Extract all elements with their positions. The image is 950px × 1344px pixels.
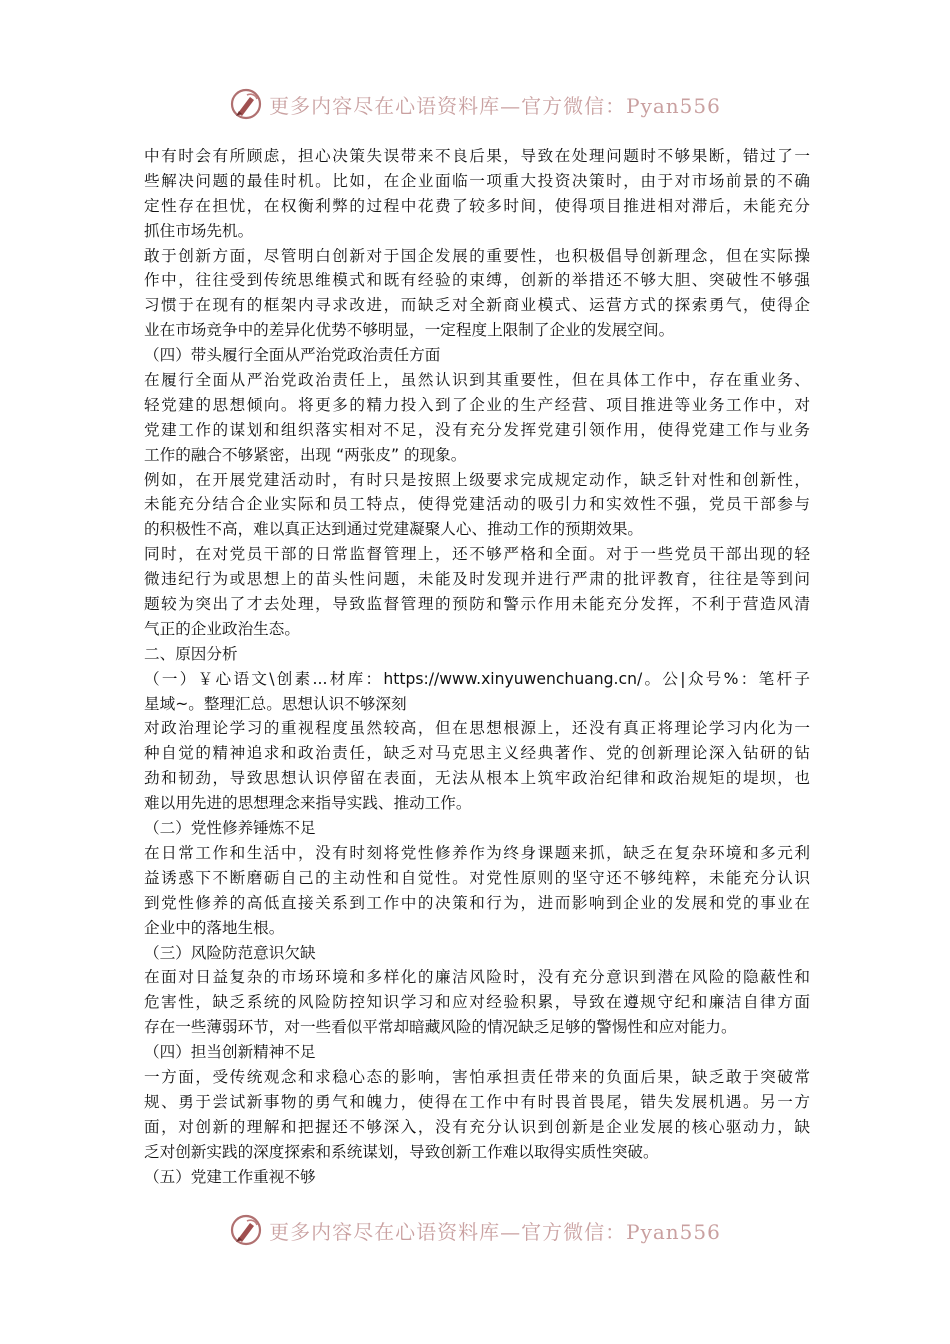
text-line: 气正的企业政治生态。 [144, 619, 300, 638]
text-line: 劲和韧劲，导致思想认识停留在表面，无法从根本上筑牢政治纪律和政治规矩的堤坝，也 [144, 769, 810, 788]
text-line: 例如，在开展党建活动时，有时只是按照上级要求完成规定动作，缺乏针对性和创新性， [144, 470, 810, 489]
text-line: 到党性修养的高低直接关系到工作中的决策和行为，进而影响到企业的发展和党的事业在 [144, 893, 810, 912]
section-heading: （五）党建工作重视不够 [144, 1167, 316, 1186]
text-line: 作中，往往受到传统思维模式和既有经验的束缚，创新的举措还不够大胆、突破性不够强 [144, 271, 810, 290]
section-heading: （四）担当创新精神不足 [144, 1043, 316, 1062]
text-line: 中有时会有所顾虑，担心决策失误带来不良后果，导致在处理问题时不够果断，错过了一 [144, 147, 810, 165]
text-line: 些解决问题的最佳时机。比如，在企业面临一项重大投资决策时，由于对市场前景的不确 [144, 171, 810, 190]
text-line: 乏对创新实践的深度探索和系统谋划，导致创新工作难以取得实质性突破。 [144, 1142, 659, 1161]
text-line: 的积极性不高，难以真正达到通过党建凝聚人心、推动工作的预期效果。 [144, 520, 644, 539]
text-line: 难以用先进的思想理念来指导实践、推动工作。 [144, 794, 472, 813]
text-line: 危害性，缺乏系统的风险防控知识学习和应对经验积累，导致在遵规守纪和廉洁自律方面 [144, 993, 810, 1012]
header-banner [0, 84, 950, 124]
section-heading: 星域~。整理汇总。思想认识不够深刻 [144, 694, 407, 713]
text-line: 种自觉的精神追求和政治责任，缺乏对马克思主义经典著作、党的创新理论深入钻研的钻 [144, 744, 810, 763]
pen-nib-icon [229, 1213, 263, 1247]
text-line: 题较为突出了才去处理，导致监督管理的预防和警示作用未能充分发挥，不利于营造风清 [144, 595, 810, 614]
text-line: 未能充分结合企业实际和员工特点，使得党建活动的吸引力和实效性不强，党员干部参与 [144, 495, 810, 514]
text-line: 存在一些薄弱环节，对一些看似平常却暗藏风险的情况缺乏足够的警惕性和应对能力。 [144, 1018, 737, 1037]
section-heading: （三）风险防范意识欠缺 [144, 943, 316, 962]
text-line: 工作的融合不够紧密，出现 “两张皮” 的现象。 [144, 445, 467, 464]
footer-banner-text: 更多内容尽在心语资料库—官方微信：Pyan556 [269, 1219, 721, 1244]
section-heading: （一）￥心语文\创素...材库：https://www.xinyuwenchuang.cn/。公|众号%：笔杆子 [144, 669, 810, 688]
text-line: 轻党建的思想倾向。将更多的精力投入到了企业的生产经营、项目推进等业务工作中，对 [144, 395, 810, 414]
text-line: 微违纪行为或思想上的苗头性问题，未能及时发现并进行严肃的批评教育，往往是等到问 [144, 570, 810, 589]
pen-nib-icon [229, 87, 263, 121]
section-heading: （二）党性修养锤炼不足 [144, 819, 316, 838]
text-line: 在面对日益复杂的市场环境和多样化的廉洁风险时，没有充分意识到潜在风险的隐蔽性和 [144, 968, 810, 987]
text-line: 业在市场竞争中的差异化优势不够明显，一定程度上限制了企业的发展空间。 [144, 321, 675, 340]
text-line: 面，对创新的理解和把握还不够深入，没有充分认识到创新是企业发展的核心驱动力，缺 [144, 1117, 810, 1136]
text-line: 党建工作的谋划和组织落实相对不足，没有充分发挥党建引领作用，使得党建工作与业务 [144, 420, 810, 439]
header-banner-text: 更多内容尽在心语资料库—官方微信：Pyan556 [269, 93, 721, 118]
body-text [144, 144, 810, 1189]
footer-banner [0, 1210, 950, 1250]
text-line: 益诱惑下不断磨砺自己的主动性和自觉性。对党性原则的坚守还不够纯粹，未能充分认识 [144, 868, 810, 887]
text-line: 在履行全面从严治党政治责任上，虽然认识到其重要性，但在具体工作中，存在重业务、 [144, 371, 810, 390]
text-line: 在日常工作和生活中，没有时刻将党性修养作为终身课题来抓，缺乏在复杂环境和多元利 [144, 843, 810, 862]
text-line: 抓住市场先机。 [144, 221, 254, 240]
text-line: 敢于创新方面，尽管明白创新对于国企发展的重要性，也积极倡导创新理念，但在实际操 [144, 246, 810, 265]
text-line: 规、勇于尝试新事物的勇气和魄力，使得在工作中有时畏首畏尾，错失发展机遇。另一方 [144, 1092, 810, 1111]
text-line: 同时，在对党员干部的日常监督管理上，还不够严格和全面。对于一些党员干部出现的轻 [144, 545, 810, 564]
text-line: 一方面，受传统观念和求稳心态的影响，害怕承担责任带来的负面后果，缺乏敢于突破常 [144, 1067, 810, 1086]
text-line: 企业中的落地生根。 [144, 918, 285, 937]
text-line: 习惯于在现有的框架内寻求改进，而缺乏对全新商业模式、运营方式的探索勇气，使得企 [144, 296, 810, 315]
text-line: 对政治理论学习的重视程度虽然较高，但在思想根源上，还没有真正将理论学习内化为一 [144, 719, 810, 738]
text-line: 定性存在担忧，在权衡利弊的过程中花费了较多时间，使得项目推进相对滞后，未能充分 [144, 196, 810, 215]
section-heading: （四）带头履行全面从严治党政治责任方面 [144, 346, 441, 365]
chapter-heading: 二、原因分析 [144, 644, 238, 663]
